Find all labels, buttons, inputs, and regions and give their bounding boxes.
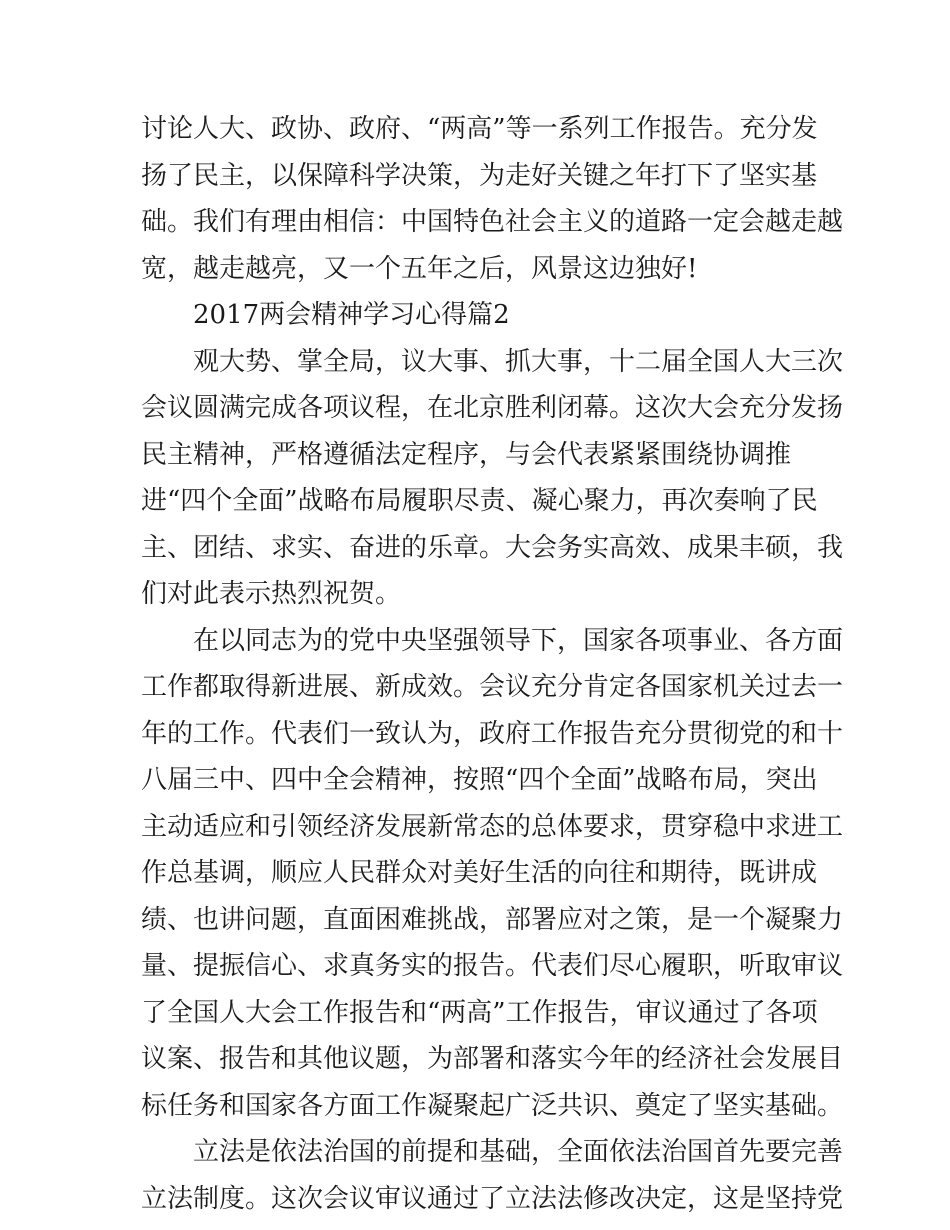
text-line: 工作都取得新进展、新成效。会议充分肯定各国家机关过去一	[141, 672, 844, 702]
text-line: 进“四个全面”战略布局履职尽责、凝心聚力，再次奏响了民	[141, 486, 818, 516]
text-line: 标任务和国家各方面工作凝聚起广泛共识、奠定了坚实基础。	[141, 1090, 844, 1121]
text-line: 讨论人大、政协、政府、“两高”等一系列工作报告。充分发	[141, 114, 818, 144]
text-line: 主动适应和引领经济发展新常态的总体要求，贯穿稳中求进工	[141, 811, 844, 842]
text-line: 八届三中、四中全会精神，按照“四个全面”战略布局，突出	[141, 765, 818, 795]
text-line: 了全国人大会工作报告和“两高”工作报告，审议通过了各项	[141, 997, 818, 1028]
heading-text: 2017两会精神学习心得篇2	[193, 300, 510, 330]
section-heading	[141, 292, 813, 339]
text-line: 作总基调，顺应人民群众对美好生活的向往和期待，既讲成	[141, 858, 818, 888]
text-line: 议案、报告和其他议题，为部署和落实今年的经济社会发展目	[141, 1044, 844, 1074]
text-line: 年的工作。代表们一致认为，政府工作报告充分贯彻党的和十	[141, 718, 844, 749]
text-line: 观大势、掌全局，议大事、抓大事，十二届全国人大三次	[193, 346, 844, 377]
text-line: 量、提振信心、求真务实的报告。代表们尽心履职，听取审议	[141, 951, 844, 981]
text-line: 在以同志为的党中央坚强领导下，国家各项事业、各方面	[193, 625, 844, 656]
text-line: 宽，越走越亮，又一个五年之后，风景这边独好!	[141, 253, 698, 284]
text-line: 民主精神，严格遵循法定程序，与会代表紧紧围绕协调推	[141, 439, 792, 470]
paragraph-continuation	[141, 106, 844, 292]
text-line: 们对此表示热烈祝贺。	[141, 579, 402, 609]
text-line: 会议圆满完成各项议程，在北京胜利闭幕。这次大会充分发扬	[141, 393, 844, 423]
text-line: 立法是依法治国的前提和基础，全面依法治国首先要完善	[193, 1137, 844, 1167]
paragraph-2	[141, 618, 844, 1130]
text-line: 立法制度。这次会议审议通过了立法法修改决定，这是坚持党	[141, 1183, 844, 1214]
text-line: 础。我们有理由相信：中国特色社会主义的道路一定会越走越	[141, 207, 844, 237]
paragraph-3	[141, 1129, 844, 1222]
paragraph-1	[141, 339, 844, 618]
document-body	[141, 106, 844, 1222]
text-line: 扬了民主，以保障科学决策，为走好关键之年打下了坚实基	[141, 160, 818, 191]
text-line: 绩、也讲问题，直面困难挑战，部署应对之策，是一个凝聚力	[141, 904, 844, 935]
text-line: 主、团结、求实、奋进的乐章。大会务实高效、成果丰硕，我	[141, 532, 844, 563]
